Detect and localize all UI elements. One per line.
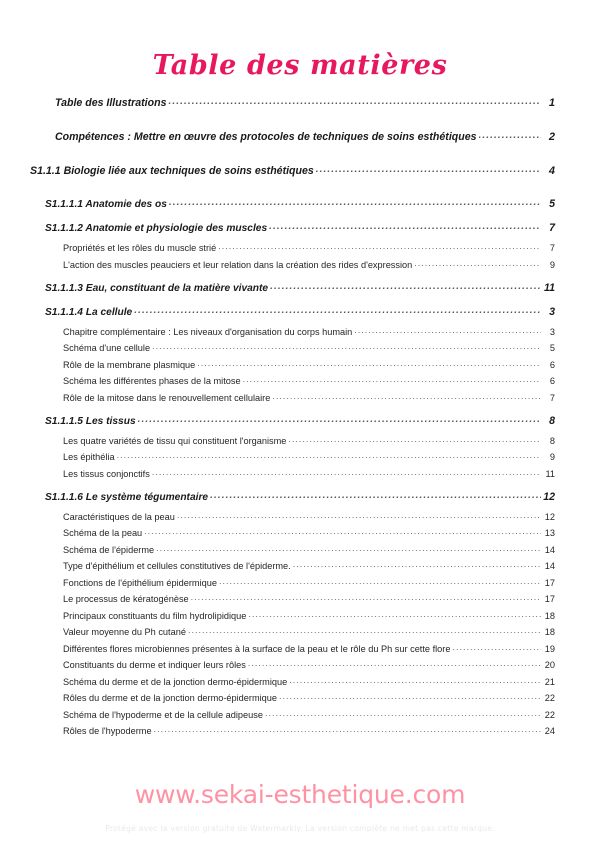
toc-dot-leader xyxy=(117,450,541,460)
toc-entry-label: Schéma de la peau xyxy=(63,528,143,538)
toc-dot-leader xyxy=(154,724,541,734)
toc-dot-leader xyxy=(243,374,541,384)
toc-page-number: 5 xyxy=(549,343,555,353)
toc-entry-label: S1.1.1.4 La cellule xyxy=(45,306,133,318)
toc-page-number: 1 xyxy=(548,97,555,109)
toc-page-number: 18 xyxy=(544,610,555,621)
toc-page-number: 12 xyxy=(543,490,555,503)
toc-page-number: 18 xyxy=(544,627,555,637)
toc-entry[interactable] xyxy=(0,452,600,462)
toc-page-number: 22 xyxy=(544,693,555,703)
toc-entry[interactable] xyxy=(0,528,600,538)
toc-dot-leader xyxy=(354,325,541,335)
toc-page-number: 3 xyxy=(549,305,555,318)
toc-entry-label: Les quatre variétés de tissu qui constituent l'organisme xyxy=(63,435,287,446)
toc-entry[interactable] xyxy=(0,376,600,386)
toc-dot-leader xyxy=(452,642,541,652)
toc-dot-leader xyxy=(218,241,541,251)
toc-page-number: 17 xyxy=(544,594,555,604)
toc-page-number: 13 xyxy=(544,528,555,538)
toc-entry-label: Constituants du derme et indiquer leurs rôles xyxy=(63,660,246,670)
table-of-contents xyxy=(0,97,600,743)
toc-page-number: 3 xyxy=(549,326,555,337)
toc-entry-label: Les épithélia xyxy=(63,452,115,462)
toc-page-number: 22 xyxy=(544,709,555,720)
toc-entry-label: Table des Illustrations xyxy=(55,97,167,109)
toc-dot-leader xyxy=(288,434,541,444)
toc-entry[interactable] xyxy=(0,306,600,318)
toc-dot-leader xyxy=(152,341,541,351)
toc-dot-leader xyxy=(156,543,541,553)
toc-entry-label: S1.1.1 Biologie liée aux techniques de soins esthétiques xyxy=(30,165,314,177)
toc-dot-leader xyxy=(138,414,541,425)
toc-dot-leader xyxy=(152,467,541,477)
toc-dot-leader xyxy=(479,130,542,141)
toc-entry[interactable] xyxy=(0,611,600,621)
toc-dot-leader xyxy=(210,490,541,501)
toc-entry[interactable] xyxy=(0,260,600,270)
toc-entry[interactable] xyxy=(0,693,600,703)
toc-dot-leader xyxy=(293,559,541,569)
toc-entry-label: Schéma les différentes phases de la mitose xyxy=(63,376,241,386)
toc-page-number: 4 xyxy=(548,165,555,177)
toc-entry[interactable] xyxy=(0,393,600,403)
toc-page-number: 11 xyxy=(544,281,555,294)
toc-entry[interactable] xyxy=(0,327,600,337)
toc-page-number: 8 xyxy=(549,435,555,446)
toc-entry[interactable] xyxy=(0,97,600,109)
toc-page-number: 20 xyxy=(544,660,555,670)
toc-dot-leader xyxy=(265,708,541,718)
toc-page-number: 7 xyxy=(549,222,555,234)
toc-entry-label: Les tissus conjonctifs xyxy=(63,468,150,479)
toc-dot-leader xyxy=(197,358,541,368)
page-title: Table des matières xyxy=(152,50,448,81)
toc-page-number: 11 xyxy=(545,468,555,479)
toc-entry-label: S1.1.1.2 Anatomie et physiologie des muscles xyxy=(45,223,268,234)
toc-entry-label: Type d'épithélium et cellules constitutives de l'épiderme. xyxy=(63,561,291,571)
toc-entry-label: Le processus de kératogénèse xyxy=(63,594,189,604)
toc-entry-label: Rôles du derme et de la jonction dermo-épidermique xyxy=(63,693,277,703)
toc-entry[interactable] xyxy=(0,627,600,637)
toc-page-number: 17 xyxy=(544,577,555,588)
toc-page-number: 9 xyxy=(549,452,555,462)
toc-entry[interactable] xyxy=(0,343,600,353)
toc-page-number: 14 xyxy=(544,544,555,555)
toc-entry[interactable] xyxy=(0,644,600,654)
toc-dot-leader xyxy=(248,609,541,619)
toc-entry-label: Différentes flores microbiennes présentes à la surface de la peau et le rôle du Ph sur cette flore xyxy=(63,643,451,654)
toc-dot-leader xyxy=(248,658,541,668)
toc-dot-leader xyxy=(269,221,541,232)
toc-entry-label: Chapitre complémentaire : Les niveaux d'organisation du corps humain xyxy=(63,326,353,337)
toc-page-number: 21 xyxy=(544,676,555,687)
toc-entry-label: Fonctions de l'épithélium épidermique xyxy=(63,577,217,588)
toc-dot-leader xyxy=(414,258,541,268)
toc-dot-leader xyxy=(191,592,541,602)
toc-entry-label: Rôle de la membrane plasmique xyxy=(63,359,196,370)
toc-entry[interactable] xyxy=(0,710,600,720)
toc-dot-leader xyxy=(144,526,541,536)
toc-dot-leader xyxy=(168,96,541,107)
toc-entry-label: Schéma de l'hypoderme et de la cellule adipeuse xyxy=(63,709,263,720)
toc-entry-label: Schéma d'une cellule xyxy=(63,343,151,353)
toc-entry-label: Rôle de la mitose dans le renouvellement cellulaire xyxy=(63,392,271,403)
toc-entry-label: Schéma du derme et de la jonction dermo-épidermique xyxy=(63,676,288,687)
toc-page-number: 6 xyxy=(549,359,555,370)
toc-entry-label: S1.1.1.1 Anatomie des os xyxy=(45,199,167,210)
toc-entry[interactable] xyxy=(0,545,600,555)
watermark-url: www.sekai-esthetique.com xyxy=(134,780,466,809)
toc-page-number: 24 xyxy=(544,726,555,736)
toc-page-number: 7 xyxy=(549,392,555,403)
toc-entry[interactable] xyxy=(0,415,600,427)
toc-entry[interactable] xyxy=(0,677,600,687)
toc-entry[interactable] xyxy=(0,512,600,522)
toc-entry[interactable] xyxy=(0,491,600,503)
toc-entry[interactable] xyxy=(0,726,600,736)
toc-entry[interactable] xyxy=(0,165,600,177)
toc-entry-label: Schéma de l'épiderme xyxy=(63,544,155,555)
toc-dot-leader xyxy=(219,576,541,586)
toc-entry[interactable] xyxy=(0,198,600,210)
toc-entry[interactable] xyxy=(0,131,600,143)
toc-page-number: 8 xyxy=(549,414,555,427)
toc-entry[interactable] xyxy=(0,282,600,294)
toc-entry[interactable] xyxy=(0,469,600,479)
toc-dot-leader xyxy=(279,691,541,701)
toc-dot-leader xyxy=(270,281,541,292)
toc-entry-label: Rôles de l'hypoderme xyxy=(63,726,152,736)
toc-page-number: 12 xyxy=(544,511,555,522)
toc-page-number: 19 xyxy=(544,643,555,654)
toc-dot-leader xyxy=(134,305,541,316)
toc-page-number: 6 xyxy=(549,376,555,386)
toc-dot-leader xyxy=(188,625,541,635)
toc-entry-label: S1.1.1.5 Les tissus xyxy=(45,415,136,427)
toc-dot-leader xyxy=(177,510,541,520)
toc-dot-leader xyxy=(272,391,541,401)
toc-entry-label: S1.1.1.6 Le système tégumentaire xyxy=(45,491,209,503)
toc-dot-leader xyxy=(316,164,541,175)
toc-entry[interactable] xyxy=(0,360,600,370)
toc-page-number: 2 xyxy=(548,131,555,143)
toc-entry[interactable] xyxy=(0,561,600,571)
toc-entry-label: Propriétés et les rôles du muscle strié xyxy=(63,243,217,253)
watermark-notice: Protégé avec la version gratuite de Watermarkly. La version complète ne met pas cette marque. xyxy=(105,824,495,833)
toc-entry-label: Principaux constituants du film hydrolipidique xyxy=(63,610,247,621)
toc-page-number: 5 xyxy=(549,198,555,210)
toc-page-number: 14 xyxy=(544,561,555,571)
toc-page-number: 9 xyxy=(549,259,555,270)
toc-entry[interactable] xyxy=(0,578,600,588)
toc-dot-leader xyxy=(169,197,541,208)
toc-entry-label: S1.1.1.3 Eau, constituant de la matière vivante xyxy=(45,282,269,294)
toc-page-number: 7 xyxy=(549,243,555,253)
toc-dot-leader xyxy=(289,675,541,685)
toc-entry-label: Caractéristiques de la peau xyxy=(63,511,175,522)
toc-entry[interactable] xyxy=(0,436,600,446)
toc-entry[interactable] xyxy=(0,660,600,670)
toc-entry[interactable] xyxy=(0,594,600,604)
toc-entry-label: Compétences : Mettre en œuvre des protocoles de techniques de soins esthétiques xyxy=(55,131,477,143)
toc-entry-label: Valeur moyenne du Ph cutané xyxy=(63,627,186,637)
toc-entry[interactable] xyxy=(0,222,600,234)
toc-entry-label: L'action des muscles peauciers et leur relation dans la création des rides d'expression xyxy=(63,259,413,270)
toc-entry[interactable] xyxy=(0,243,600,253)
